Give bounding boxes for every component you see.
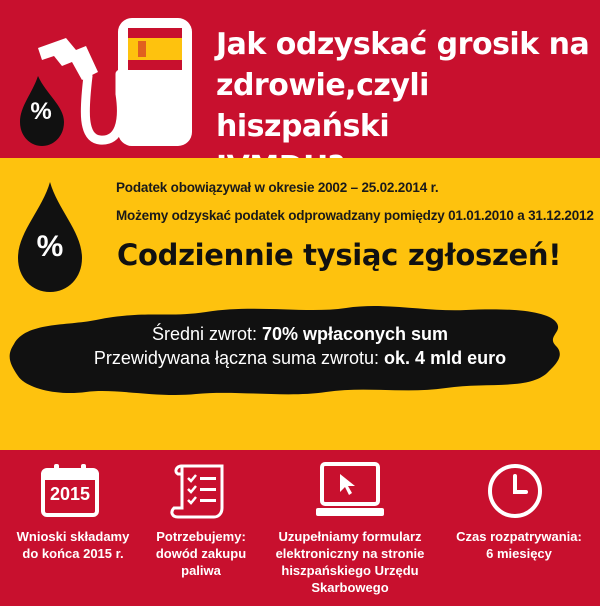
- step3-line3: hiszpańskiego Urzędu: [281, 563, 419, 578]
- step3-line4: Skarbowego: [311, 580, 389, 595]
- daily-requests-highlight: Codziennie tysiąc zgłoszeń!: [117, 238, 562, 272]
- title-line-2: zdrowie,czyli hiszpański: [216, 68, 429, 144]
- step4-line1: Czas rozpatrywania:: [456, 529, 582, 544]
- step2-line1: Potrzebujemy:: [156, 529, 246, 544]
- checklist-icon: [168, 462, 232, 520]
- laptop-icon: [314, 462, 386, 518]
- step1-line1: Wnioski składamy: [16, 529, 130, 544]
- fuel-pump-illustration: [14, 10, 214, 152]
- cursor-icon: [340, 474, 355, 495]
- avg-refund-label: Średni zwrot:: [151, 324, 262, 344]
- total-refund-value: ok. 4 mld euro: [384, 348, 507, 368]
- step3-line1: Uzupełniamy formularz: [278, 529, 422, 544]
- tax-period-text: Podatek obowiązywał w okresie 2002 – 25.02.2014 r.: [116, 180, 439, 195]
- refund-range-text: Możemy odzyskać podatek odprowadzany pomiędzy 01.01.2010 a 31.12.2012: [116, 208, 594, 223]
- avg-refund-line: [0, 322, 600, 346]
- step2-line3: paliwa: [181, 563, 221, 578]
- info-percent-symbol: %: [36, 230, 64, 263]
- total-refund-label: Przewidywana łączna suma zwrotu:: [93, 348, 385, 368]
- avg-refund-value: 70% wpłaconych sum: [261, 324, 449, 344]
- title-line-1: Jak odzyskać grosik na: [216, 27, 590, 62]
- step1-line2: do końca 2015 r.: [22, 546, 124, 561]
- step4-line2: 6 miesięcy: [486, 546, 552, 561]
- step-caption-processing-time: [446, 528, 592, 562]
- calendar-year: 2015: [49, 484, 91, 504]
- clock-icon: [486, 462, 544, 520]
- hose-icon: [85, 74, 121, 140]
- step-caption-documents: [142, 528, 260, 579]
- total-refund-line: [0, 346, 600, 370]
- step-caption-form: [264, 528, 436, 596]
- refund-stats: [0, 322, 600, 370]
- step3-line2: elektroniczny na stronie: [275, 546, 425, 561]
- header-percent-symbol: %: [30, 98, 52, 125]
- step2-line2: dowód zakupu: [155, 546, 247, 561]
- step-caption-deadline: [8, 528, 138, 562]
